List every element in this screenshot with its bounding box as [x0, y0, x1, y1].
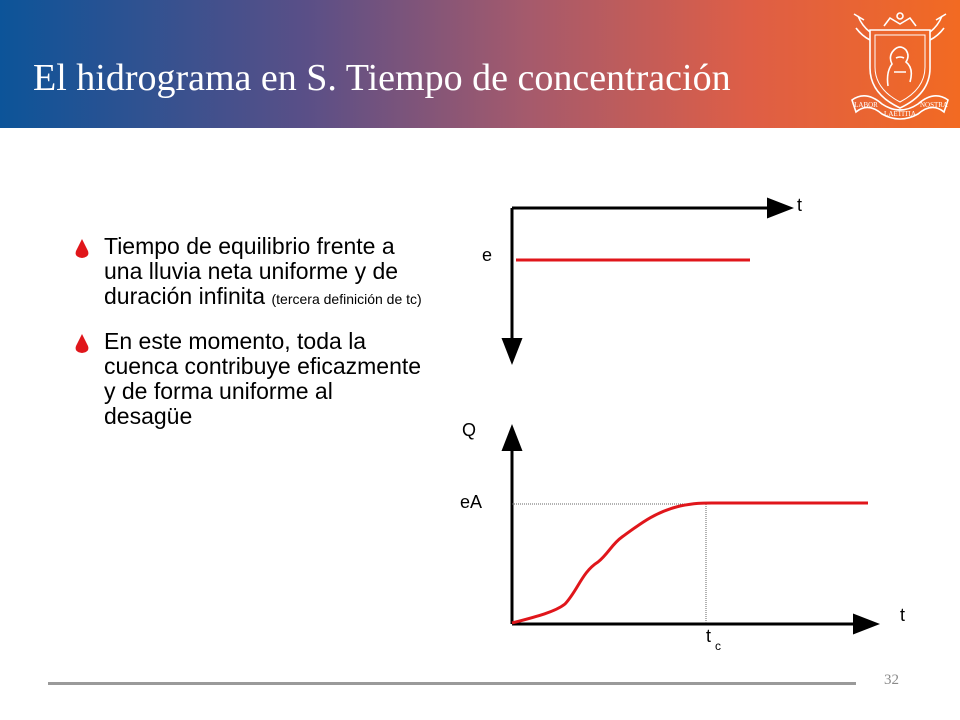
- bullet-text-2: En este momento, toda la cuenca contribuye eficazmente y de forma uniforme al desagüe: [104, 328, 422, 429]
- crest-motto-3: NOSTRA: [919, 101, 949, 109]
- hydrograph-diagram: [440, 180, 940, 660]
- rain-label: e: [482, 245, 493, 265]
- title-banner: [0, 0, 960, 128]
- tc-subscript: c: [715, 639, 721, 653]
- top-time-label: t: [797, 195, 803, 215]
- water-drop-icon: [74, 239, 90, 259]
- footer-divider: [48, 682, 856, 685]
- ea-label: eA: [460, 492, 483, 512]
- page-number: 32: [884, 672, 899, 688]
- crest-motto-2: LAETITIA: [884, 110, 916, 118]
- bullet-text-1: Tiempo de equilibrio frente a una lluvia neta uniforme y de duración infinita: [104, 233, 399, 309]
- tc-label: t: [706, 626, 712, 646]
- bullet-list: [72, 234, 422, 446]
- bullet-note-1: (tercera definición de tc): [271, 291, 422, 307]
- university-crest-logo: [848, 6, 952, 122]
- bullet-item-1: [72, 234, 422, 312]
- bullet-item-2: [72, 329, 422, 429]
- q-axis-label: Q: [462, 420, 477, 440]
- crest-motto-1: LABOR: [854, 101, 878, 109]
- bottom-time-label: t: [900, 605, 906, 625]
- slide-title: El hidrograma en S. Tiempo de concentración: [33, 57, 731, 99]
- water-drop-icon: [74, 334, 90, 354]
- s-hydrograph-curve: [512, 503, 868, 623]
